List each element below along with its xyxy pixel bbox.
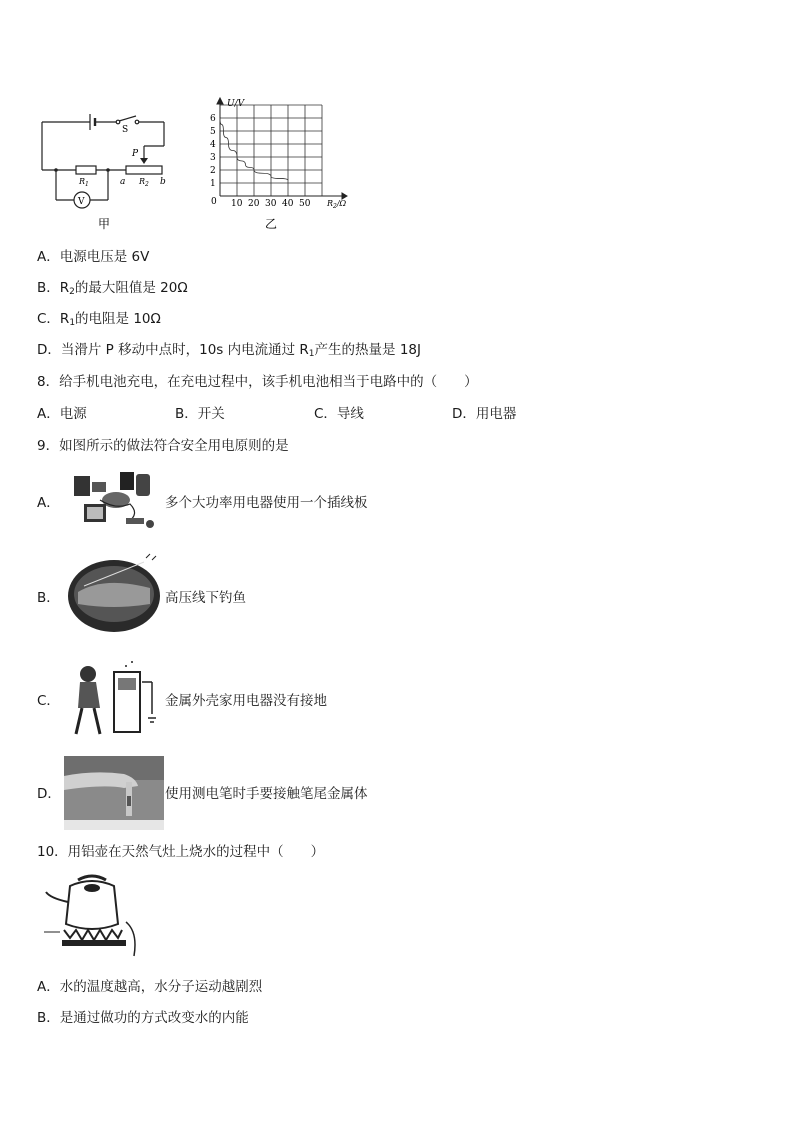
r1-label: $R_1$ — [79, 177, 89, 188]
slider-label: P — [132, 149, 139, 159]
y-axis-arrow — [217, 98, 223, 104]
q10-option-b: B．是通过做功的方式改变水的内能 — [37, 1010, 249, 1026]
power-strip-appliances-image — [70, 466, 162, 536]
q8-option-a: A．电源 — [37, 406, 87, 422]
x-tick-label: 40 — [282, 199, 294, 209]
test-pen-usage-image — [64, 756, 164, 830]
x-tick-label: 30 — [265, 199, 277, 209]
voltage-resistance-graph — [205, 94, 355, 236]
kettle-on-stove-image — [40, 872, 144, 962]
q9-option-b-text: 高压线下钓鱼 — [165, 590, 246, 606]
y-tick-label: 3 — [210, 153, 216, 163]
y-tick-label: 2 — [210, 166, 216, 176]
q9-stem: 9．如图所示的做法符合安全用电原则的是 — [37, 438, 289, 454]
q8-stem: 8．给手机电池充电，在充电过程中，该手机电池相当于电路中的（ ） — [37, 374, 478, 390]
circuit-diagram — [36, 108, 176, 234]
q7-option-c: C．$R_1$的电阻是 10Ω — [37, 311, 161, 328]
x-axis-label: $R_2/\Omega$ — [327, 199, 347, 210]
q10-stem: 10．用铝壶在天然气灶上烧水的过程中（ ） — [37, 844, 325, 860]
y-axis-label: U/V — [227, 99, 245, 109]
q8-option-c: C．导线 — [314, 406, 364, 422]
y-tick-label: 6 — [210, 114, 216, 124]
q9-option-d-text: 使用测电笔时手要接触笔尾金属体 — [165, 786, 368, 802]
q7-option-d: D．当滑片 P 移动中点时，10s 内电流通过 $R_1$产生的热量是 18J — [37, 342, 421, 359]
end-b-label: b — [160, 177, 166, 187]
r2-label: $R_2$ — [139, 177, 149, 188]
q9-option-c-label: C． — [37, 693, 60, 709]
x-tick-label: 10 — [231, 199, 243, 209]
voltmeter-label: V — [78, 197, 85, 207]
graph-caption: 乙 — [265, 217, 278, 231]
y-tick-label: 1 — [210, 179, 216, 189]
q7-option-b: B．$R_2$的最大阻值是 20Ω — [37, 280, 188, 297]
x-tick-label: 20 — [248, 199, 260, 209]
q7-option-a: A．电源电压是 6V — [37, 249, 150, 265]
q9-option-a-label: A． — [37, 495, 60, 511]
y-tick-label: 4 — [210, 140, 216, 150]
y-tick-label: 5 — [210, 127, 216, 137]
switch-label: S — [122, 125, 129, 135]
end-a-label: a — [120, 177, 126, 187]
q9-option-a-text: 多个大功率用电器使用一个插线板 — [165, 495, 368, 511]
x-tick-label: 50 — [299, 199, 311, 209]
ungrounded-appliance-image — [70, 658, 162, 740]
q9-option-c-text: 金属外壳家用电器没有接地 — [165, 693, 327, 709]
q8-option-d: D．用电器 — [452, 406, 517, 422]
fishing-under-power-lines-image — [64, 552, 164, 638]
origin-label: 0 — [211, 197, 217, 207]
q8-option-b: B．开关 — [175, 406, 225, 422]
q9-option-b-label: B． — [37, 590, 60, 606]
circuit-caption: 甲 — [98, 217, 111, 231]
q9-option-d-label: D． — [37, 786, 61, 802]
q10-option-a: A．水的温度越高，水分子运动越剧烈 — [37, 979, 263, 995]
